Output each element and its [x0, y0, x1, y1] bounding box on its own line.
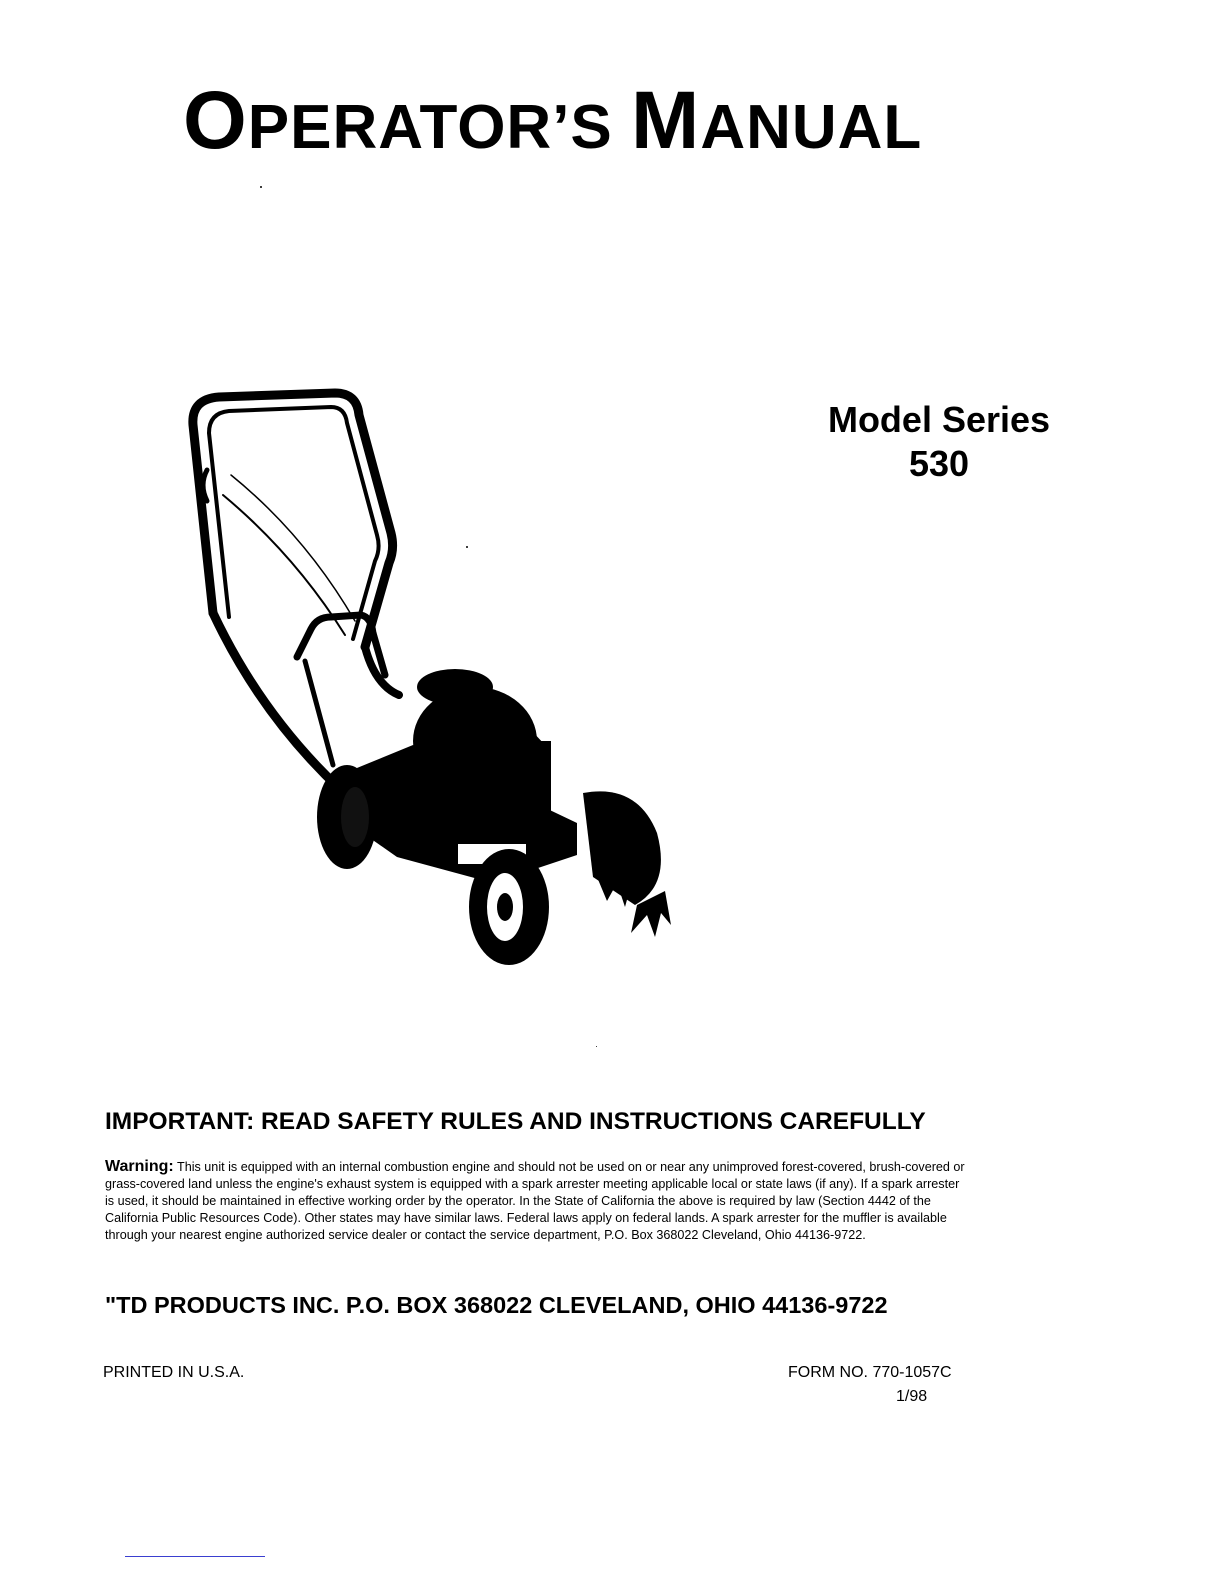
warning-lead: Warning:: [105, 1158, 174, 1175]
model-series-label: Model Series: [827, 399, 1051, 440]
manual-title: [183, 75, 923, 166]
form-number: FORM NO. 770-1057C: [788, 1364, 952, 1381]
warning-paragraph: [105, 1158, 965, 1244]
warning-body: This unit is equipped with an internal combustion engine and should not be used on or near any unimproved forest-covered, brush-covered or grass-covered land unless the engine's exhaust system is equipped with a spark arrester meeting applicable local or state laws (if any). If a spark arrester is used, it should be maintained in effective working order by the operator. In the State of California the above is required by law (Section 4442 of the California Public Resources Code). Other states may have similar laws. Federal laws apply on federal lands. A spark arrester for the muffler is available through your nearest engine authorized service dealer or contact the service department, P.O. Box 368022 Cleveland, Ohio 44136-9722.: [105, 1160, 965, 1242]
model-series-block: [810, 398, 1068, 486]
title-initial-o: O: [183, 75, 248, 166]
footer-rule: [125, 1556, 265, 1557]
important-heading: IMPORTANT: READ SAFETY RULES AND INSTRUCTIONS CAREFULLY: [105, 1108, 926, 1135]
title-rest-1: PERATOR’S: [247, 93, 632, 162]
lawn-edger-illustration: [185, 385, 685, 970]
title-rest-2: ANUAL: [700, 93, 923, 162]
printed-in: PRINTED IN U.S.A.: [103, 1364, 245, 1381]
title-initial-m: M: [631, 75, 701, 166]
company-address: "TD PRODUCTS INC. P.O. BOX 368022 CLEVELAND, OHIO 44136-9722: [105, 1292, 888, 1318]
model-series-number: 530: [908, 443, 970, 484]
print-speck: [596, 1046, 597, 1047]
print-speck: [260, 186, 262, 188]
print-date: 1/98: [896, 1388, 928, 1405]
